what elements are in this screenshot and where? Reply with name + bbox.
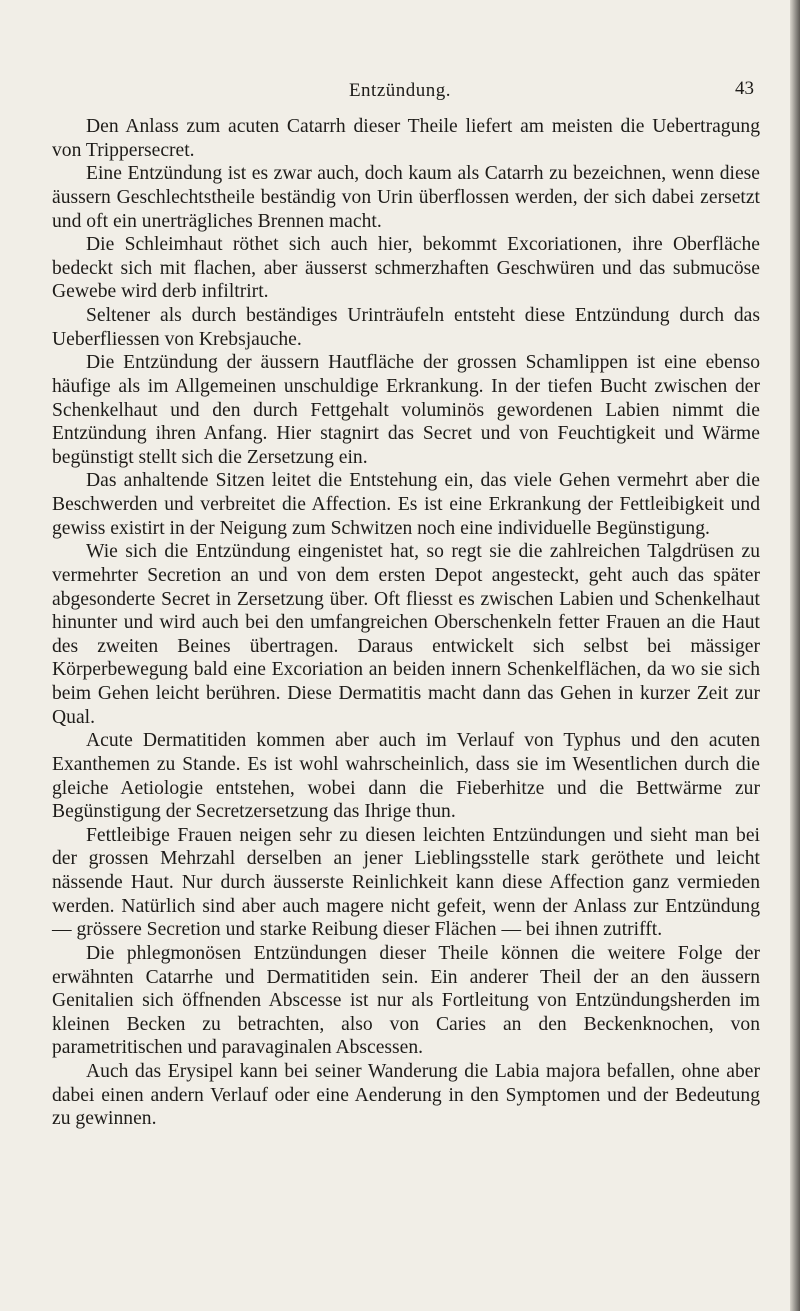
paragraph: Die Entzündung der äussern Hautfläche der grossen Schamlippen ist eine ebenso häufige als im Allgemeinen unschuldige Erkrankung. In der tiefen Bucht zwischen der Schenkelhaut und den durch Fettgehalt voluminös gewordenen Labien nimmt die Entzündung ihren Anfang. Hier stagnirt das Secret und von Feuchtigkeit und Wärme begünstigt stellt sich die Zersetzung ein. — [52, 352, 760, 468]
page-edge-shadow — [790, 0, 800, 1311]
paragraph: Wie sich die Entzündung eingenistet hat, so regt sie die zahlreichen Talgdrüsen zu vermehrter Secretion an und von dem ersten Depot angesteckt, geht auch das später abgesonderte Secret in Zersetzung über. Oft fliesst es zwischen Labien und Schenkelhaut hinunter und wird auch bei den umfangreichen Oberschenkeln fetter Frauen an die Haut des zweiten Beines übertragen. Daraus entwickelt sich selbst bei mässiger Körperbewegung bald eine Excoriation an beiden innern Schenkelflächen, da wo sie sich beim Gehen leicht berühren. Diese Dermatitis macht dann das Gehen in kurzer Zeit zur Qual. — [52, 541, 760, 728]
paragraph: Eine Entzündung ist es zwar auch, doch kaum als Catarrh zu bezeichnen, wenn diese äussern Geschlechtstheile beständig von Urin überflossen werden, der sich dabei zersetzt und oft ein unerträgliches Brennen macht. — [52, 163, 760, 232]
page-header — [0, 80, 800, 104]
paragraph: Acute Dermatitiden kommen aber auch im Verlauf von Typhus und den acuten Exanthemen zu Stande. Es ist wohl wahrscheinlich, dass sie im Wesentlichen durch die gleiche Aetiologie entstehen, wobei dann die Fieberhitze und die Bettwärme zur Begünstigung der Secretzersetzung das Ihrige thun. — [52, 730, 760, 823]
paragraph: Das anhaltende Sitzen leitet die Entstehung ein, das viele Gehen vermehrt aber die Beschwerden und verbreitet die Affection. Es ist eine Erkrankung der Fettleibigkeit und gewiss existirt in der Neigung zum Schwitzen noch eine individuelle Begünstigung. — [52, 470, 760, 539]
paragraph: Den Anlass zum acuten Catarrh dieser Theile liefert am meisten die Uebertragung von Trippersecret. — [52, 116, 760, 161]
paragraph: Auch das Erysipel kann bei seiner Wanderung die Labia majora befallen, ohne aber dabei einen andern Verlauf oder eine Aenderung in den Symptomen und der Bedeutung zu gewinnen. — [52, 1061, 760, 1130]
paragraph: Fettleibige Frauen neigen sehr zu diesen leichten Entzündungen und sieht man bei der grossen Mehrzahl derselben an jener Lieblingsstelle stark geröthete und leicht nässende Haut. Nur durch äusserste Reinlichkeit kann diese Affection ganz vermieden werden. Natürlich sind aber auch magere nicht gefeit, wenn der Anlass zur Entzündung — grössere Secretion und starke Reibung dieser Flächen — bei ihnen zutrifft. — [52, 824, 760, 941]
paragraph: Die phlegmonösen Entzündungen dieser Theile können die weitere Folge der erwähnten Catarrhe und Dermatitiden sein. Ein anderer Theil der an den äussern Genitalien sich öffnenden Abscesse ist nur als Fortleitung von Entzündungsherden im kleinen Becken zu betrachten, also von Caries an den Beckenknochen, von parametritischen und paravaginalen Abscessen. — [52, 942, 760, 1059]
paragraph: Seltener als durch beständiges Urinträufeln entsteht diese Entzündung durch das Ueberfliessen von Krebsjauche. — [52, 305, 760, 350]
body-text — [52, 115, 760, 1131]
page-number: 43 — [735, 78, 754, 99]
paragraph: Die Schleimhaut röthet sich auch hier, bekommt Excoriationen, ihre Oberfläche bedeckt sich mit flachen, aber äusserst schmerzhaften Geschwüren und das submucöse Gewebe wird derb infiltrirt. — [52, 234, 760, 303]
running-title: Entzündung. — [348, 80, 452, 101]
